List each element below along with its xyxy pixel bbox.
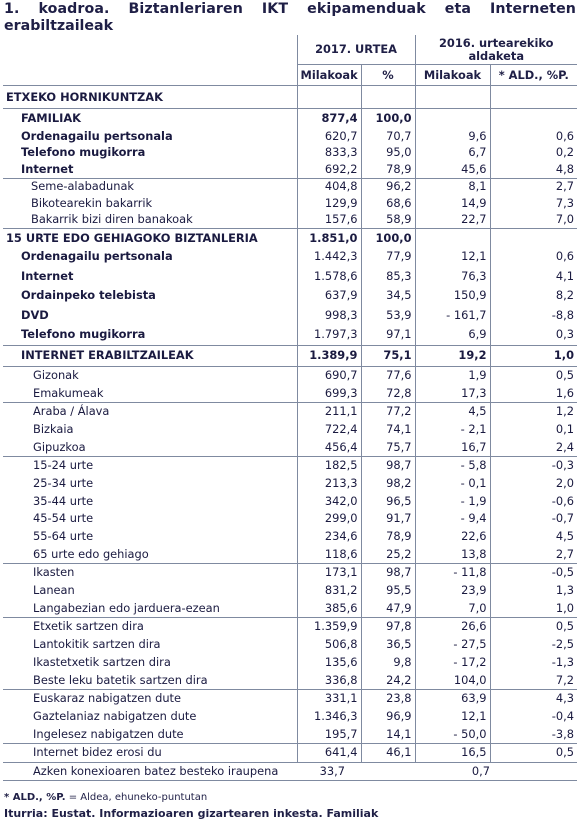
table-row (3, 599, 577, 617)
value-change-milakoak: - 11,8 (415, 564, 490, 582)
row-label: 45-54 urte (33, 511, 94, 526)
row-label: Ikasten (3, 564, 297, 582)
table-row (3, 286, 577, 306)
value-change-ald: -0,6 (490, 492, 577, 510)
data-table (3, 35, 577, 781)
value-change-milakoak: 16,7 (415, 438, 490, 456)
value-percent: 36,5 (361, 636, 415, 654)
row-label: Langabezian edo jarduera-ezean (33, 600, 220, 615)
footnote (4, 792, 207, 803)
value-change-milakoak: 9,6 (415, 128, 490, 145)
empty-cell (490, 762, 577, 780)
value-milakoak: 456,4 (297, 438, 361, 456)
value-milakoak: 1.851,0 (297, 229, 361, 248)
row-label: Internet (21, 268, 74, 283)
value-milakoak: 692,2 (297, 161, 361, 178)
header-change-line1: 2016. urtearekiko (439, 35, 554, 50)
value-percent: 91,7 (361, 510, 415, 528)
value-change-milakoak: 16,5 (415, 743, 490, 762)
value-milakoak: 833,3 (297, 145, 361, 162)
row-label: Gaztelaniaz nabigatzen dute (33, 708, 197, 723)
table-row (3, 306, 577, 326)
value-percent: 95,5 (361, 582, 415, 600)
value-change-milakoak: 6,9 (415, 325, 490, 345)
value-change-milakoak: - 27,5 (415, 636, 490, 654)
value-milakoak: 118,6 (297, 545, 361, 563)
row-label: Seme-alabadunak (3, 178, 297, 195)
table-row (3, 618, 577, 636)
value-change-ald: 2,7 (490, 178, 577, 195)
value-milakoak: 234,6 (297, 528, 361, 546)
value-change-ald: 0,5 (490, 366, 577, 384)
value-milakoak: 877,4 (297, 109, 361, 129)
source-note: Iturria: Eustat. Informazioaren gizartearen inkesta. Familiak (4, 807, 379, 820)
value-change-milakoak: 12,1 (415, 708, 490, 726)
table-row (3, 109, 577, 129)
value-percent: 77,2 (361, 402, 415, 420)
value-change-milakoak: 8,1 (415, 178, 490, 195)
value-change-milakoak: 4,5 (415, 402, 490, 420)
empty-cell (490, 86, 577, 109)
table-row (3, 195, 577, 212)
value-percent: 70,7 (361, 128, 415, 145)
value-milakoak: 336,8 (297, 671, 361, 689)
value-milakoak: 699,3 (297, 384, 361, 402)
value-change-ald: 8,2 (490, 286, 577, 306)
value-percent: 98,2 (361, 475, 415, 493)
row-label: Beste leku batetik sartzen dira (33, 672, 208, 687)
table-row (3, 161, 577, 178)
value-change-ald: 0,5 (490, 743, 577, 762)
row-label: Euskaraz nabigatzen dute (3, 689, 297, 707)
value-change-milakoak: 7,0 (415, 599, 490, 617)
value-milakoak: 342,0 (297, 492, 361, 510)
row-label: Ingelesez nabigatzen dute (33, 726, 184, 741)
value-milakoak: 195,7 (297, 725, 361, 743)
value-change-milakoak: 6,7 (415, 145, 490, 162)
value-change-milakoak (415, 229, 490, 248)
value-change-milakoak: 26,6 (415, 618, 490, 636)
header-milakoak: Milakoak (297, 65, 361, 86)
table-body (3, 86, 577, 781)
table-row (3, 545, 577, 563)
value-percent: 47,9 (361, 599, 415, 617)
value-percent: 96,2 (361, 178, 415, 195)
value-change-ald: -2,5 (490, 636, 577, 654)
row-label: Azken konexioaren batez besteko iraupena (3, 762, 297, 780)
value-change-milakoak (415, 109, 490, 129)
value-milakoak: 385,6 (297, 599, 361, 617)
table-row (3, 438, 577, 456)
value-change-ald: -0,3 (490, 456, 577, 474)
value-milakoak: 690,7 (297, 366, 361, 384)
table-row (3, 475, 577, 493)
row-label: Araba / Álava (3, 402, 297, 420)
value-percent: 77,9 (361, 247, 415, 267)
value-percent: 53,9 (361, 306, 415, 326)
row-label: Emakumeak (33, 385, 104, 400)
value-percent: 97,1 (361, 325, 415, 345)
value-milakoak: 33,7 (297, 762, 361, 780)
value-percent: 96,5 (361, 492, 415, 510)
footnote-key: * ALD., %P. (4, 792, 66, 803)
table-row (3, 345, 577, 366)
value-change-milakoak: - 0,1 (415, 475, 490, 493)
value-milakoak: 1.359,9 (297, 618, 361, 636)
value-change-ald: -0,4 (490, 708, 577, 726)
value-change-milakoak: - 50,0 (415, 725, 490, 743)
row-label: Ordenagailu pertsonala (21, 249, 173, 264)
table-title: 1. koadroa. Biztanleriaren IKT ekipamenduak eta Interneten (4, 1, 576, 17)
value-percent: 98,7 (361, 456, 415, 474)
value-milakoak: 129,9 (297, 195, 361, 212)
table-row (3, 267, 577, 287)
value-change-milakoak: 45,6 (415, 161, 490, 178)
empty-cell (297, 86, 361, 109)
value-milakoak: 173,1 (297, 564, 361, 582)
value-percent: 72,8 (361, 384, 415, 402)
value-change-milakoak: - 9,4 (415, 510, 490, 528)
table-row (3, 528, 577, 546)
row-label: Bakarrik bizi diren banakoak (31, 212, 193, 227)
table-row (3, 725, 577, 743)
value-change-milakoak: 19,2 (415, 345, 490, 366)
value-change-ald: 1,0 (490, 599, 577, 617)
row-label: Telefono mugikorra (21, 327, 146, 342)
value-percent: 9,8 (361, 654, 415, 672)
value-milakoak: 831,2 (297, 582, 361, 600)
value-change-milakoak: 23,9 (415, 582, 490, 600)
table-row (3, 366, 577, 384)
table-row (3, 247, 577, 267)
table-row (3, 128, 577, 145)
value-change-milakoak: - 161,7 (415, 306, 490, 326)
value-percent: 34,5 (361, 286, 415, 306)
value-milakoak: 1.797,3 (297, 325, 361, 345)
row-label: DVD (21, 307, 49, 322)
value-percent: 78,9 (361, 161, 415, 178)
value-change-ald: 2,0 (490, 475, 577, 493)
value-change-ald: 4,1 (490, 267, 577, 287)
row-label: Gizonak (3, 366, 297, 384)
row-label: Lantokitik sartzen dira (33, 637, 161, 652)
value-change-milakoak: 76,3 (415, 267, 490, 287)
value-change-milakoak: 150,9 (415, 286, 490, 306)
row-label: 15-24 urte (3, 456, 297, 474)
empty-cell (361, 762, 415, 780)
value-change-milakoak: - 1,9 (415, 492, 490, 510)
value-percent: 14,1 (361, 725, 415, 743)
value-percent: 58,9 (361, 212, 415, 229)
row-label: FAMILIAK (3, 109, 297, 129)
header-percent: % (361, 65, 415, 86)
table-row (3, 564, 577, 582)
table-row (3, 582, 577, 600)
value-change-ald: -3,8 (490, 725, 577, 743)
value-milakoak: 1.578,6 (297, 267, 361, 287)
value-change-ald: 0,2 (490, 145, 577, 162)
value-percent: 75,1 (361, 345, 415, 366)
value-percent: 68,6 (361, 195, 415, 212)
value-percent: 78,9 (361, 528, 415, 546)
row-label: Etxetik sartzen dira (3, 618, 297, 636)
table-row (3, 402, 577, 420)
header-2017: 2017. URTEA (297, 35, 415, 65)
value-milakoak: 1.346,3 (297, 708, 361, 726)
header-milakoak-change: Milakoak (415, 65, 490, 86)
table-row (3, 384, 577, 402)
table-row (3, 212, 577, 229)
value-percent: 46,1 (361, 743, 415, 762)
value-change-ald: 4,5 (490, 528, 577, 546)
table-row (3, 636, 577, 654)
row-label: 55-64 urte (33, 529, 94, 544)
value-change-ald: -0,7 (490, 510, 577, 528)
row-label: INTERNET ERABILTZAILEAK (3, 345, 297, 366)
value-percent: 95,0 (361, 145, 415, 162)
value-milakoak: 1.442,3 (297, 247, 361, 267)
value-change-ald: 1,6 (490, 384, 577, 402)
row-label: Gipuzkoa (33, 439, 86, 454)
row-label: Ordainpeko telebista (21, 288, 156, 303)
table-row (3, 654, 577, 672)
value-percent: 100,0 (361, 229, 415, 248)
value-milakoak: 641,4 (297, 743, 361, 762)
header-ald: * ALD., %P. (490, 65, 577, 86)
table-row (3, 671, 577, 689)
row-label: 65 urte edo gehiago (33, 546, 149, 561)
value-change-ald: 0,6 (490, 247, 577, 267)
row-label: Bikotearekin bakarrik (31, 195, 153, 210)
table-row (3, 708, 577, 726)
value-change-ald: 0,5 (490, 618, 577, 636)
table-row (3, 421, 577, 439)
value-change-ald: 1,3 (490, 582, 577, 600)
table-row (3, 689, 577, 707)
value-change-milakoak: 104,0 (415, 671, 490, 689)
value-milakoak: 506,8 (297, 636, 361, 654)
value-change-ald: 4,3 (490, 689, 577, 707)
value-change-ald (490, 229, 577, 248)
header-change-line2: aldaketa (468, 48, 525, 63)
value-change-ald (490, 109, 577, 129)
table-row (3, 325, 577, 345)
row-label: 35-44 urte (33, 493, 94, 508)
value-milakoak: 998,3 (297, 306, 361, 326)
table-row (3, 178, 577, 195)
value-milakoak: 211,1 (297, 402, 361, 420)
value-percent: 25,2 (361, 545, 415, 563)
value-milakoak: 299,0 (297, 510, 361, 528)
value-milakoak: 722,4 (297, 421, 361, 439)
value-percent: 96,9 (361, 708, 415, 726)
value-percent: 97,8 (361, 618, 415, 636)
row-label: Telefono mugikorra (21, 145, 146, 160)
value-change-ald: 4,8 (490, 161, 577, 178)
value-milakoak: 331,1 (297, 689, 361, 707)
row-label: Internet (21, 161, 74, 176)
value-milakoak: 404,8 (297, 178, 361, 195)
value-change-milakoak: 22,6 (415, 528, 490, 546)
row-label: Bizkaia (33, 421, 74, 436)
row-label: Internet bidez erosi du (3, 743, 297, 762)
value-change-ald: 2,7 (490, 545, 577, 563)
value-milakoak: 182,5 (297, 456, 361, 474)
table-row (3, 510, 577, 528)
value-change-milakoak: 22,7 (415, 212, 490, 229)
value-change-milakoak: 0,7 (415, 762, 490, 780)
value-change-milakoak: - 2,1 (415, 421, 490, 439)
value-milakoak: 620,7 (297, 128, 361, 145)
footnote-text: = Aldea, ehuneko-puntutan (65, 792, 208, 803)
table-row-last (3, 762, 577, 780)
value-change-milakoak: 17,3 (415, 384, 490, 402)
value-change-milakoak: - 5,8 (415, 456, 490, 474)
value-change-milakoak: 14,9 (415, 195, 490, 212)
value-change-ald: -8,8 (490, 306, 577, 326)
table-row (3, 456, 577, 474)
value-change-ald: 7,0 (490, 212, 577, 229)
value-change-ald: 0,1 (490, 421, 577, 439)
row-label: 25-34 urte (33, 475, 94, 490)
value-change-milakoak: 12,1 (415, 247, 490, 267)
value-milakoak: 213,3 (297, 475, 361, 493)
value-change-milakoak: - 17,2 (415, 654, 490, 672)
value-milakoak: 157,6 (297, 212, 361, 229)
value-milakoak: 637,9 (297, 286, 361, 306)
value-milakoak: 135,6 (297, 654, 361, 672)
value-change-ald: -1,3 (490, 654, 577, 672)
section-label-etxeko: ETXEKO HORNIKUNTZAK (6, 89, 163, 104)
empty-cell (415, 86, 490, 109)
value-milakoak: 1.389,9 (297, 345, 361, 366)
value-percent: 100,0 (361, 109, 415, 129)
value-change-ald: 2,4 (490, 438, 577, 456)
row-label: Ikastetxetik sartzen dira (33, 654, 171, 669)
header-empty (3, 35, 297, 65)
value-percent: 74,1 (361, 421, 415, 439)
table-row (3, 743, 577, 762)
value-percent: 98,7 (361, 564, 415, 582)
table-row (3, 145, 577, 162)
value-change-milakoak: 13,8 (415, 545, 490, 563)
value-change-milakoak: 63,9 (415, 689, 490, 707)
value-change-ald: -0,5 (490, 564, 577, 582)
value-percent: 23,8 (361, 689, 415, 707)
value-percent: 24,2 (361, 671, 415, 689)
value-change-milakoak: 1,9 (415, 366, 490, 384)
table-title-continued: erabiltzaileak (4, 18, 114, 34)
value-percent: 75,7 (361, 438, 415, 456)
section-row-etxeko (3, 86, 577, 109)
value-percent: 85,3 (361, 267, 415, 287)
value-change-ald: 7,2 (490, 671, 577, 689)
value-change-ald: 0,3 (490, 325, 577, 345)
value-change-ald: 0,6 (490, 128, 577, 145)
header-empty-2 (3, 65, 297, 86)
header-change (415, 35, 577, 65)
value-change-ald: 1,0 (490, 345, 577, 366)
table-row (3, 229, 577, 248)
value-change-ald: 1,2 (490, 402, 577, 420)
row-label: Ordenagailu pertsonala (21, 128, 173, 143)
row-label: Lanean (33, 583, 75, 598)
value-change-ald: 7,3 (490, 195, 577, 212)
row-label: 15 URTE EDO GEHIAGOKO BIZTANLERIA (3, 229, 297, 248)
empty-cell (361, 86, 415, 109)
value-percent: 77,6 (361, 366, 415, 384)
table-row (3, 492, 577, 510)
